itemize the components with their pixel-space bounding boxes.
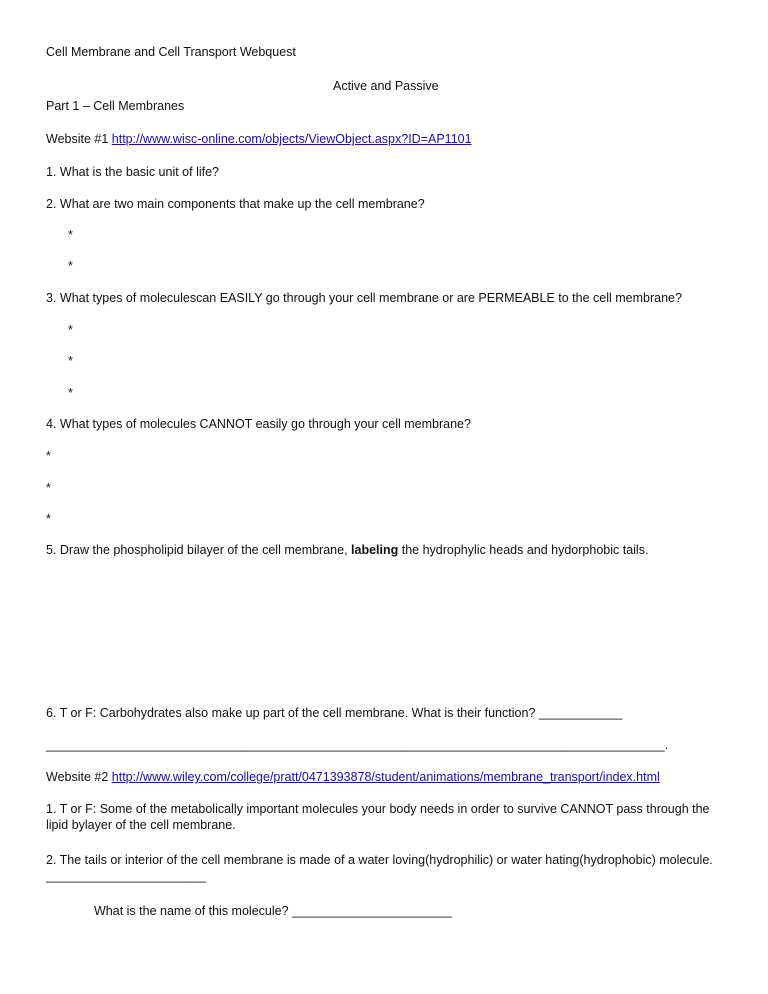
q4-bullet-2: * — [46, 481, 51, 495]
question-3: 3. What types of moleculescan EASILY go through your cell membrane or are PERMEABLE to the cell membrane? — [46, 291, 682, 305]
q3-bullet-1: * — [68, 323, 73, 337]
document-title: Cell Membrane and Cell Transport Webquest — [46, 45, 296, 59]
q5-bold-word: labeling — [351, 543, 399, 557]
website2-link[interactable]: http://www.wiley.com/college/pratt/0471393878/student/animations/membrane_transport/index.html — [111, 770, 660, 784]
question-1: 1. What is the basic unit of life? — [46, 165, 220, 179]
q5-text-after: the hydrophylic heads and hydorphobic tails. — [398, 543, 649, 557]
part1-heading: Part 1 – Cell Membranes — [46, 99, 185, 113]
website2-label: Website #2 — [46, 770, 112, 784]
q3-bullet-2: * — [68, 354, 73, 368]
website1-line — [46, 131, 472, 147]
question-6: 6. T or F: Carbohydrates also make up part of the cell membrane. What is their function? ____________ — [46, 706, 623, 720]
website2-question-2: 2. The tails or interior of the cell membrane is made of a water loving(hydrophilic) or water hating(hydrophobic) molecule. _______________________ — [46, 853, 713, 883]
question-4: 4. What types of molecules CANNOT easily go through your cell membrane? — [46, 417, 471, 431]
q5-text-before: 5. Draw the phospholipid bilayer of the cell membrane, — [46, 543, 352, 557]
website1-label: Website #1 — [46, 132, 112, 146]
website2-question-2b: What is the name of this molecule? _______________________ — [94, 904, 452, 918]
website2-line — [46, 769, 660, 785]
q3-bullet-3: * — [68, 386, 73, 400]
website1-link[interactable]: http://www.wisc-online.com/objects/ViewObject.aspx?ID=AP1101 — [111, 132, 472, 146]
question-5 — [46, 542, 648, 558]
q6-answer-line: _________________________________________________________________________________________. — [46, 738, 669, 752]
question-2: 2. What are two main components that make up the cell membrane? — [46, 197, 425, 211]
q2-bullet-1: * — [68, 228, 73, 242]
q4-bullet-1: * — [46, 449, 51, 463]
q4-bullet-3: * — [46, 512, 51, 526]
document-subtitle: Active and Passive — [333, 79, 439, 93]
q2-bullet-2: * — [68, 259, 73, 273]
website2-question-1: 1. T or F: Some of the metabolically important molecules your body needs in order to survive CANNOT pass through the lipid bylayer of the cell membrane. — [46, 802, 710, 832]
